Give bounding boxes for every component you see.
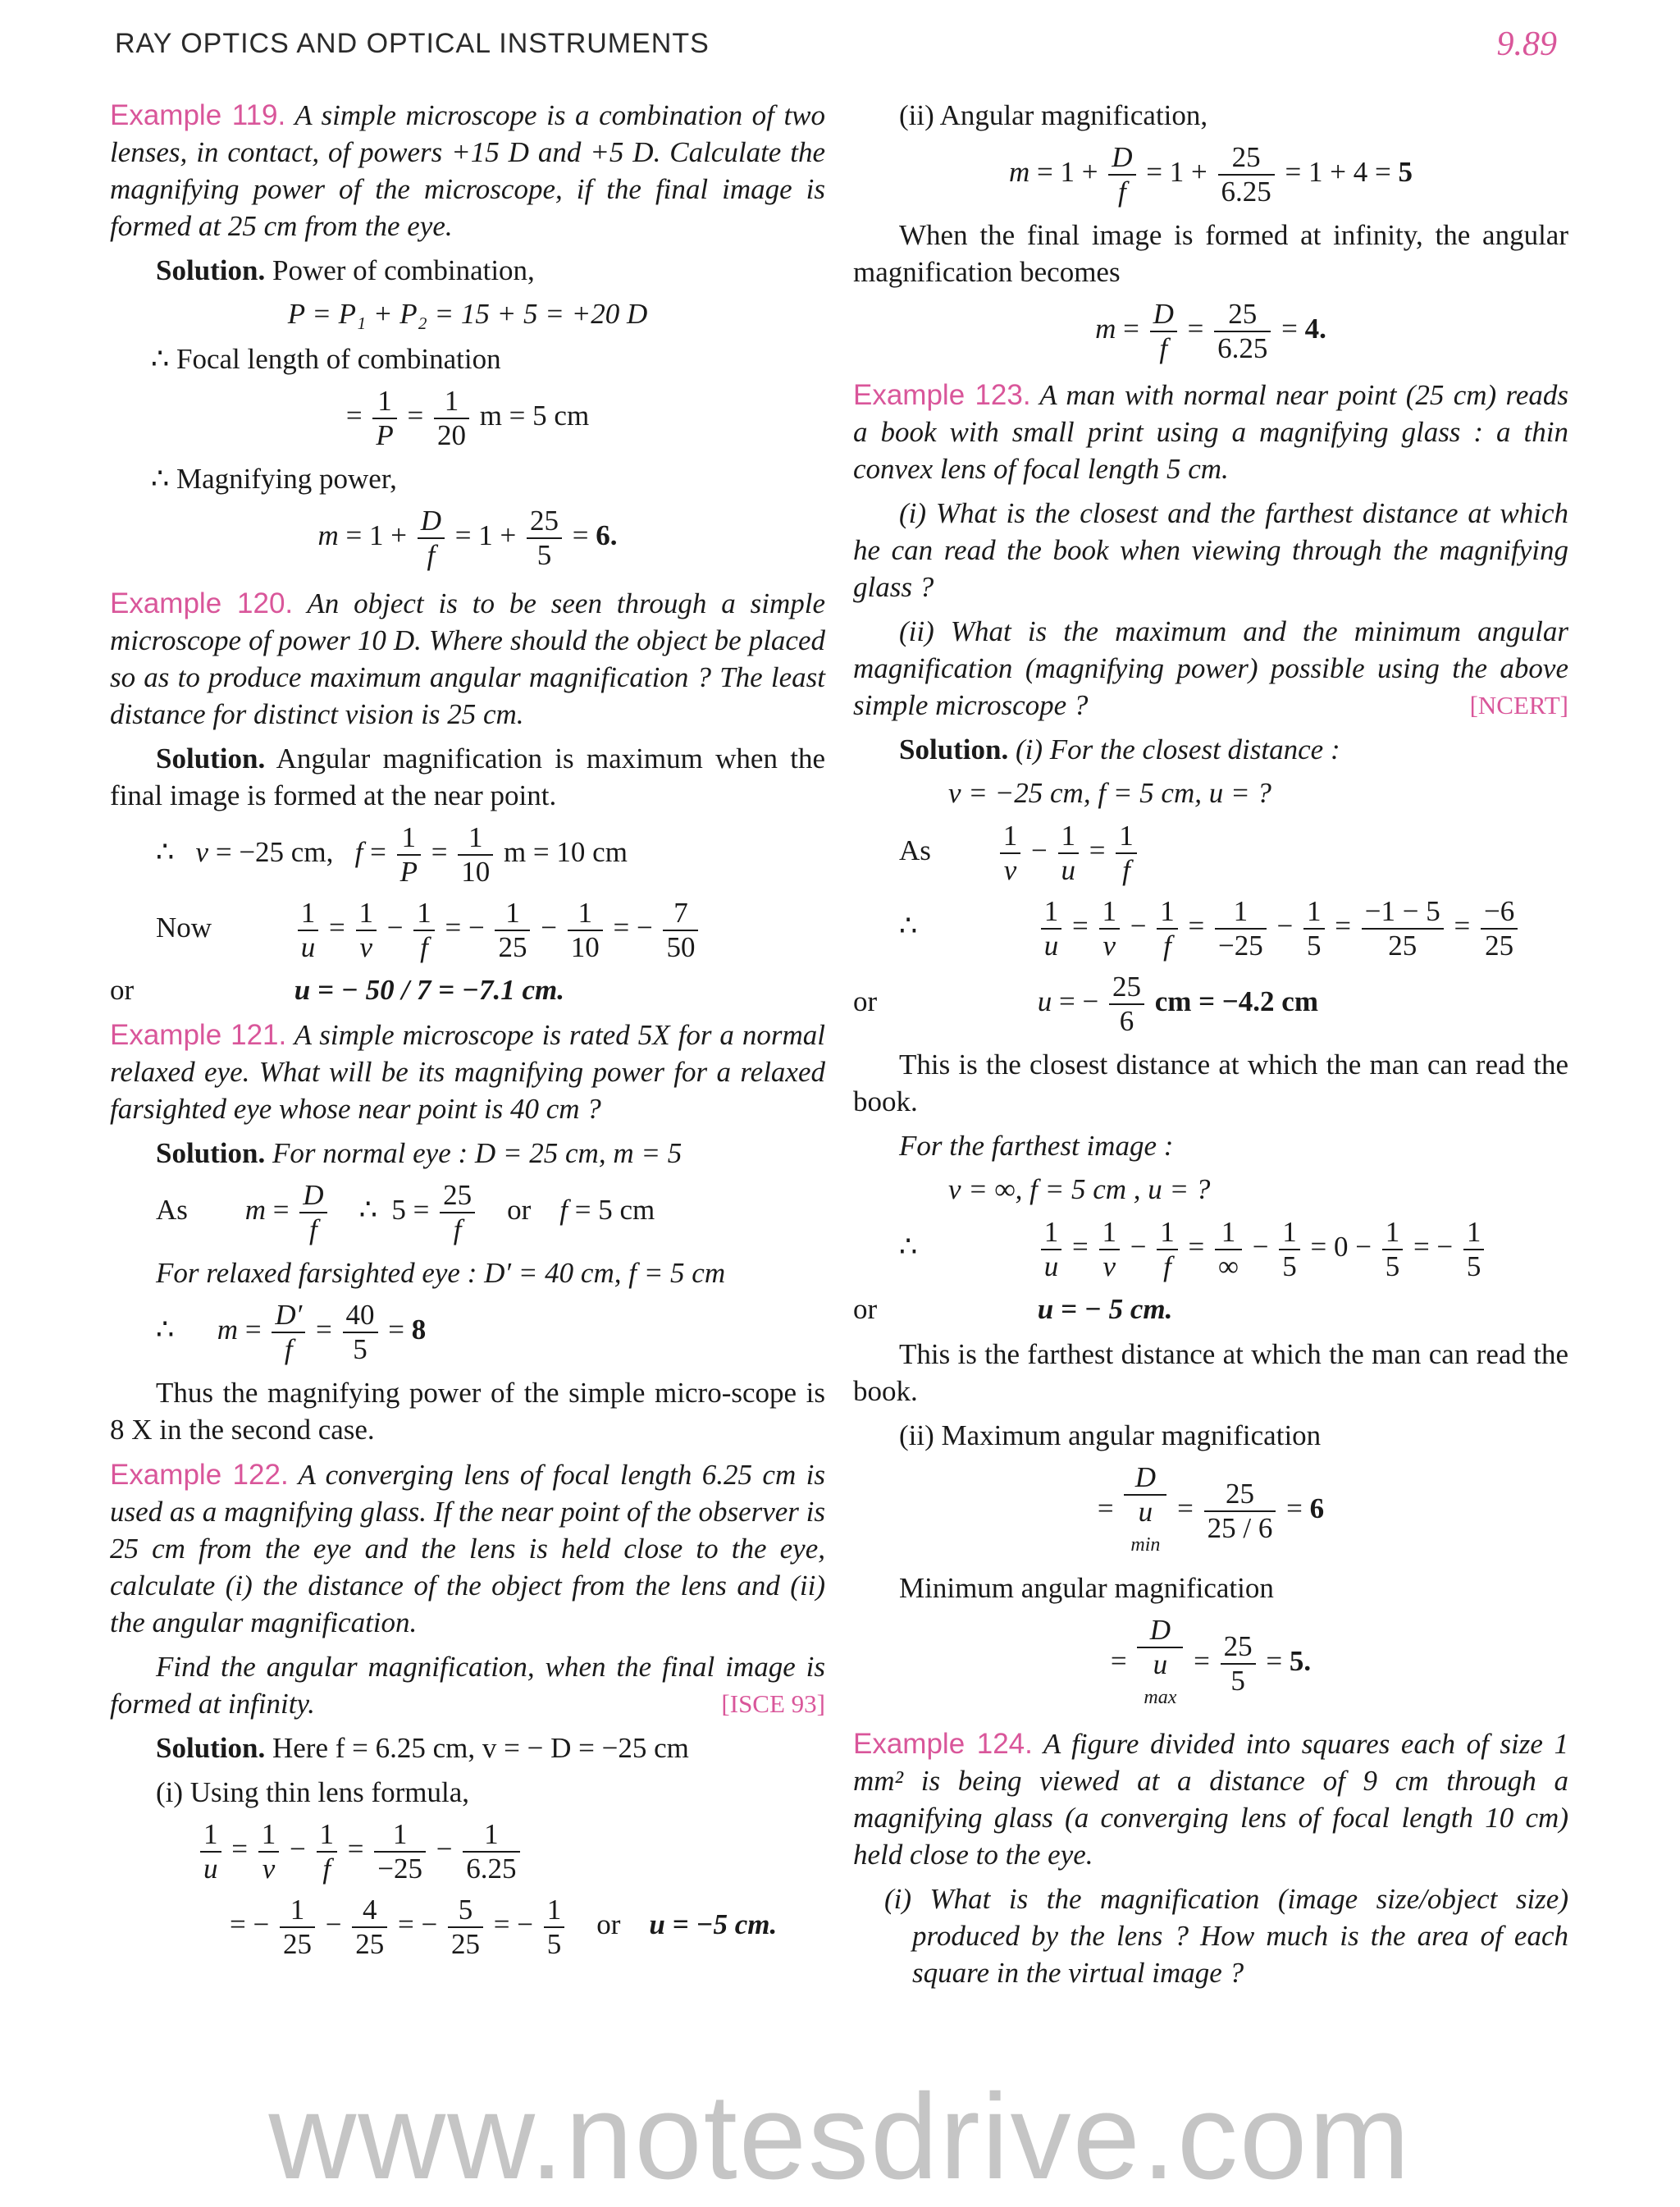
example-label: Example 119. bbox=[110, 99, 286, 131]
example-122-question: Example 122. A converging lens of focal length 6.25 cm is used as a magnifying glass. If the near point of the observer is 25 cm from the eye and the lens is held close to the eye, calculate (i) the distance of the object from the lens and (ii) the angular magnification. bbox=[110, 1459, 826, 1638]
equation: = D u max = $\frac{25}{5}$ = 5. bbox=[1110, 1614, 1312, 1708]
list-item: (i) What is the magnification (image size/object size) produced by the lens ? How much is the area of each square in the virtual image ? bbox=[884, 1883, 1568, 1989]
equation: ∴ $\frac{1}{u}$ = $\frac{1}{v}$ − $\frac{1}{f}$ = $\frac{1}{-25}$ − $\frac{1}{5}$ = $\frac{-1 - 5}{25}$ = $\frac{-6}{25}$ bbox=[853, 895, 1568, 962]
equation: Now $\frac{1}{u}$ = $\frac{1}{v}$ − $\frac{1}{f}$ = − $\frac{1}{25}$ − $\frac{1}{10}$ = − $\frac{7}{50}$ bbox=[110, 897, 825, 964]
solution-line: Solution. Angular magnification is maximum when the final image is formed at the near point. bbox=[110, 743, 825, 811]
solution-line: Solution. Power of combination, bbox=[156, 254, 535, 286]
text-line: ∴ Magnifying power, bbox=[151, 463, 397, 495]
text-line: (ii) Angular magnification, bbox=[899, 99, 1208, 131]
example-label: Example 121. bbox=[110, 1019, 287, 1051]
example-label: Example 122. bbox=[110, 1459, 289, 1491]
equation: v = −25 cm, f = 5 cm, u = ? bbox=[948, 777, 1271, 809]
equation: = $\frac{1}{P}$ = $\frac{1}{20}$ m = 5 cm bbox=[345, 385, 590, 451]
left-column bbox=[110, 97, 825, 1969]
text-line: (i) What is the closest and the farthest distance at which he can read the book when viewing through the magnifying glass ? bbox=[853, 497, 1568, 603]
example-121-question: Example 121. A simple microscope is rated 5X for a normal relaxed eye. What will be its magnifying power for a relaxed farsighted eye whose near point is 40 cm ? bbox=[110, 1019, 825, 1125]
equation: ∴ $\frac{1}{u}$ = $\frac{1}{v}$ − $\frac{1}{f}$ = $\frac{1}{\infty}$ − $\frac{1}{5}$ = 0 − $\frac{1}{5}$ = − $\frac{1}{5}$ bbox=[853, 1216, 1568, 1283]
watermark: www.notesdrive.com bbox=[268, 2069, 1412, 2205]
example-123-question: Example 123. A man with normal near point (25 cm) reads a book with small print using a magnifying glass : a thin convex lens of focal length 5 cm. bbox=[853, 379, 1568, 485]
solution-line: Solution. For normal eye : D = 25 cm, m = 5 bbox=[156, 1137, 682, 1169]
equation: m = $\frac{D}{f}$ = $\frac{25}{6.25}$ = 4. bbox=[1095, 298, 1326, 364]
text-line: (i) Using thin lens formula, bbox=[156, 1776, 470, 1808]
equation: = − $\frac{1}{25}$ − $\frac{4}{25}$ = − $\frac{5}{25}$ = − $\frac{1}{5}$ or u = −5 cm. bbox=[230, 1894, 778, 1960]
text-line: For relaxed farsighted eye : D′ = 40 cm, f = 5 cm bbox=[156, 1257, 726, 1289]
equation: or u = − $\frac{25}{6}$ cm = −4.2 cm bbox=[853, 971, 1319, 1037]
text-line: (ii) Maximum angular magnification bbox=[899, 1419, 1322, 1451]
equation: m = 1 + $\frac{D}{f}$ = 1 + $\frac{25}{6.25}$ = 1 + 4 = 5 bbox=[1009, 141, 1413, 208]
example-124-question: Example 124. A figure divided into squares each of size 1 mm² is being viewed at a distance of 9 cm through a magnifying glass (a converging lens of focal length 10 cm) held close to the eye. bbox=[853, 1728, 1568, 1871]
equation: m = 1 + $\frac{D}{f}$ = 1 + $\frac{25}{5}$ = 6. bbox=[317, 505, 618, 571]
reference-tag: [ISCE 93] bbox=[721, 1689, 825, 1718]
solution-line: Solution. Here f = 6.25 cm, v = − D = −25 cm bbox=[156, 1732, 689, 1764]
equation: $\frac{1}{u}$ = $\frac{1}{v}$ − $\frac{1}{f}$ = $\frac{1}{-25}$ − $\frac{1}{6.25}$ bbox=[110, 1818, 825, 1885]
text-line: Thus the magnifying power of the simple micro-scope is 8 X in the second case. bbox=[110, 1377, 825, 1446]
example-119-question: Example 119. A simple microscope is a combination of two lenses, in contact, of powers +15 D and +5 D. Calculate the magnifying power of the microscope, if the final image is formed at 25 cm from the eye. bbox=[110, 99, 826, 242]
equation: ∴ v = −25 cm, f = $\frac{1}{P}$ = $\frac{1}{10}$ m = 10 cm bbox=[156, 821, 628, 888]
text-line: (ii) What is the maximum and the minimum angular magnification (magnifying power) possible using the above simple microscope ? [NCERT] bbox=[853, 613, 1568, 724]
page-header bbox=[115, 25, 1557, 66]
chapter-title: RAY OPTICS AND OPTICAL INSTRUMENTS bbox=[115, 28, 710, 59]
example-120-question: Example 120. An object is to be seen through a simple microscope of power 10 D. Where should the object be placed so as to produce maximum angular magnification ? The least distance for distinct vision is 25 cm. bbox=[110, 587, 825, 730]
equation: v = ∞, f = 5 cm , u = ? bbox=[948, 1173, 1211, 1205]
right-column bbox=[853, 97, 1568, 1999]
solution-line: Solution. (i) For the closest distance : bbox=[899, 733, 1340, 765]
text-line: When the final image is formed at infinity, the angular magnification becomes bbox=[853, 219, 1568, 288]
equation: P = P₁ + P₂ = 15 + 5 = +20 D bbox=[287, 298, 648, 330]
text-line: For the farthest image : bbox=[899, 1130, 1174, 1162]
equation: = D u min = $\frac{25}{25 / 6}$ = 6 bbox=[1097, 1461, 1325, 1556]
equation: ∴ m = $\frac{D'}{f}$ = $\frac{40}{5}$ = 8 bbox=[156, 1299, 427, 1365]
text-line: Minimum angular magnification bbox=[899, 1572, 1274, 1604]
text-line: Find the angular magnification, when the final image is formed at infinity. [ISCE 93] bbox=[110, 1648, 825, 1722]
equation: As m = $\frac{D}{f}$ ∴ 5 = $\frac{25}{f}$ or f = 5 cm bbox=[156, 1179, 655, 1245]
text-line: This is the closest distance at which the man can read the book. bbox=[853, 1049, 1568, 1117]
text-line: ∴ Focal length of combination bbox=[151, 343, 501, 375]
example-label: Example 123. bbox=[853, 379, 1031, 411]
example-label: Example 120. bbox=[110, 587, 294, 619]
equation: or u = − 50 / 7 = −7.1 cm. bbox=[110, 974, 565, 1006]
text-line: This is the farthest distance at which the man can read the book. bbox=[853, 1338, 1568, 1407]
equation: or u = − 5 cm. bbox=[853, 1293, 1173, 1325]
page-number: 9.89 bbox=[1496, 25, 1557, 63]
equation: As $\frac{1}{v}$ − $\frac{1}{u}$ = $\frac{1}{f}$ bbox=[853, 820, 1568, 887]
example-label: Example 124. bbox=[853, 1728, 1033, 1760]
reference-tag: [NCERT] bbox=[1469, 691, 1568, 720]
